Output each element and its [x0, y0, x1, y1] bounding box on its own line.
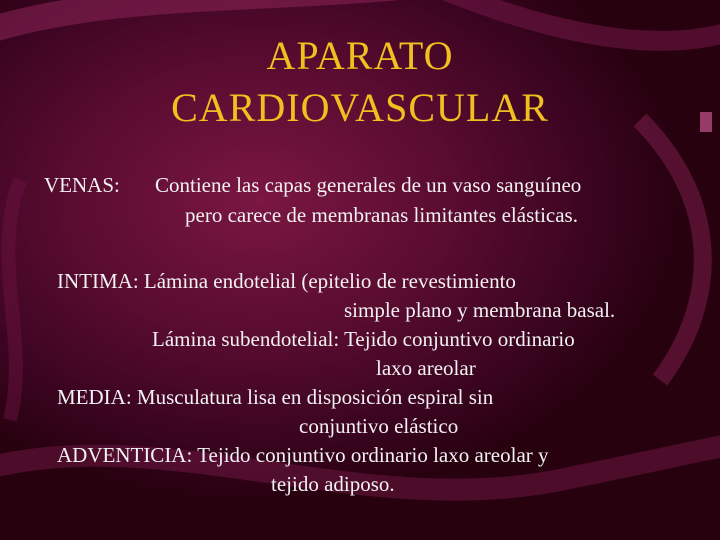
- title-line-1: APARATO: [266, 33, 454, 78]
- media-line-2: conjuntivo elástico: [299, 414, 459, 438]
- adventicia-line-2: tejido adiposo.: [271, 472, 395, 496]
- intima-line-1: INTIMA: Lámina endotelial (epitelio de revestimiento: [57, 269, 516, 293]
- media-line-1: MEDIA: Musculatura lisa en disposición espiral sin: [57, 385, 494, 409]
- venas-label: VENAS:: [44, 173, 120, 197]
- venas-text-line-2: pero carece de membranas limitantes elásticas.: [185, 203, 578, 227]
- intima-line-4: laxo areolar: [376, 356, 476, 380]
- intima-line-3: Lámina subendotelial: Tejido conjuntivo ordinario: [152, 327, 575, 351]
- swirl-left: [8, 180, 20, 420]
- swirl-right-arc: [640, 120, 703, 380]
- title-line-2: CARDIOVASCULAR: [171, 85, 549, 130]
- adventicia-line-1: ADVENTICIA: Tejido conjuntivo ordinario laxo areolar y: [57, 443, 549, 467]
- intima-line-2: simple plano y membrana basal.: [344, 298, 616, 322]
- venas-text-line-1: Contiene las capas generales de un vaso sanguíneo: [155, 173, 582, 197]
